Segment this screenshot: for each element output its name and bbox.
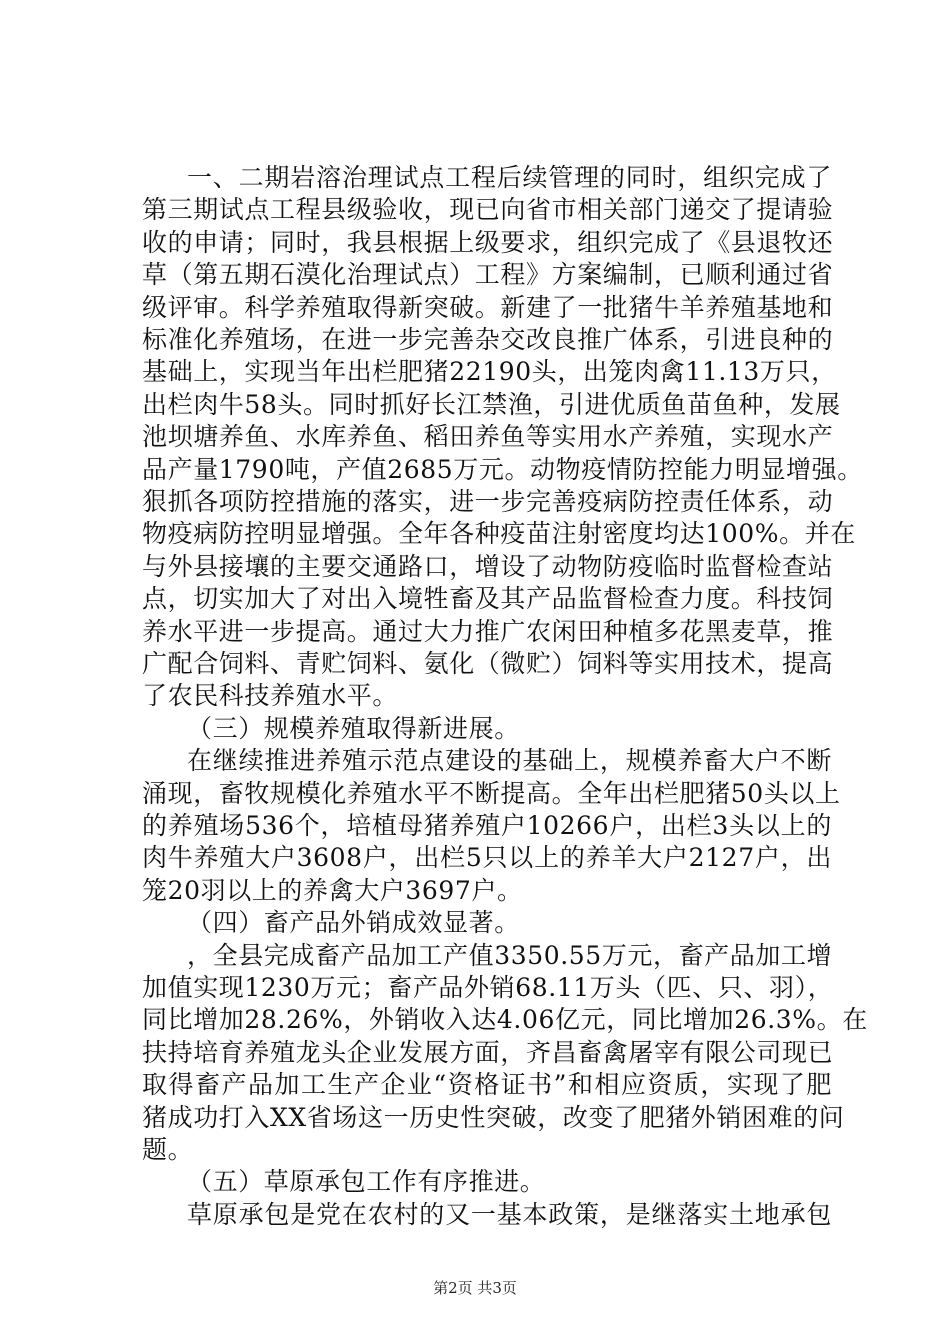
page-number: 第2页 共3页: [433, 1279, 517, 1297]
paragraph-line: 扶持培育养殖龙头企业发展方面，齐昌畜禽屠宰有限公司现已: [142, 1037, 834, 1067]
paragraph-line: 草原承包是党在农村的又一基本政策，是继落实土地承包: [187, 1199, 832, 1229]
paragraph-line: （五）草原承包工作有序推进。: [187, 1167, 546, 1197]
paragraph-line: 了农民科技养殖水平。: [142, 681, 399, 711]
paragraph-line: 同比增加28.26%，外销收入达4.06亿元，同比增加26.3%。在: [142, 1005, 868, 1035]
paragraph-line: ，全县完成畜产品加工产值3350.55万元，畜产品加工增: [187, 940, 833, 970]
paragraph-line: 第三期试点工程县级验收，现已向省市相关部门递交了提请验: [142, 195, 834, 225]
paragraph-line: 基础上，实现当年出栏肥猪22190头，出笼肉禽11.13万只，: [142, 357, 837, 387]
paragraph-line: 狠抓各项防控措施的落实，进一步完善疫病防控责任体系，动: [142, 487, 834, 516]
paragraph-line: 级评审。科学养殖取得新突破。新建了一批猪牛羊养殖基地和: [142, 292, 834, 322]
paragraph-line: 标准化养殖场，在进一步完善杂交改良推广体系，引进良种的: [142, 325, 834, 354]
paragraph-line: 的养殖场536个，培植母猪养殖户10266户，出栏3头以上的: [142, 811, 832, 840]
paragraph-line: 品产量1790吨，产值2685万元。动物疫情防控能力明显增强。: [142, 454, 863, 484]
paragraph-line: 收的申请；同时，我县根据上级要求，组织完成了《县退牧还: [142, 227, 834, 257]
paragraph-line: 加值实现1230万元；畜产品外销68.11万头（匹、只、羽），: [142, 973, 834, 1002]
paragraph-line: 草（第五期石漠化治理试点）工程》方案编制，已顺利通过省: [142, 260, 834, 290]
paragraph-line: 物疫病防控明显增强。全年各种疫苗注射密度均达100%。并在: [142, 519, 856, 549]
paragraph-line: 一、二期岩溶治理试点工程后续管理的同时，组织完成了: [187, 163, 832, 192]
paragraph-line: 养水平进一步提高。通过大力推广农闲田种植多花黑麦草，推: [142, 616, 834, 646]
paragraph-line: （三）规模养殖取得新进展。: [187, 713, 520, 743]
paragraph-line: 肉牛养殖大户3608户，出栏5只以上的养羊大户2127户，出: [142, 843, 832, 873]
paragraph-line: 涌现，畜牧规模化养殖水平不断提高。全年出栏肥猪50头以上: [142, 778, 841, 808]
paragraph-line: 取得畜产品加工生产企业“资格证书”和相应资质，实现了肥: [142, 1070, 832, 1100]
paragraph-line: 广配合饲料、青贮饲料、氨化（微贮）饲料等实用技术，提高: [142, 649, 834, 678]
paragraph-line: 出栏肉牛58头。同时抓好长江禁渔，引进优质鱼苗鱼种，发展: [142, 389, 841, 419]
paragraph-line: 池坝塘养鱼、水库养鱼、稻田养鱼等实用水产养殖，实现水产: [142, 422, 834, 452]
paragraph-line: 题。: [142, 1135, 194, 1164]
paragraph-line: 猪成功打入XX省场这一历史性突破，改变了肥猪外销困难的问: [142, 1102, 845, 1132]
paragraph-line: 与外县接壤的主要交通路口，增设了动物防疫临时监督检查站: [142, 551, 834, 581]
paragraph-line: 在继续推进养殖示范点建设的基础上，规模养畜大户不断: [187, 746, 832, 776]
paragraph-line: （四）畜产品外销成效显著。: [187, 908, 520, 938]
paragraph-line: 笼20羽以上的养禽大户3697户。: [142, 875, 523, 905]
paragraph-line: 点，切实加大了对出入境牲畜及其产品监督检查力度。科技饲: [142, 584, 834, 614]
